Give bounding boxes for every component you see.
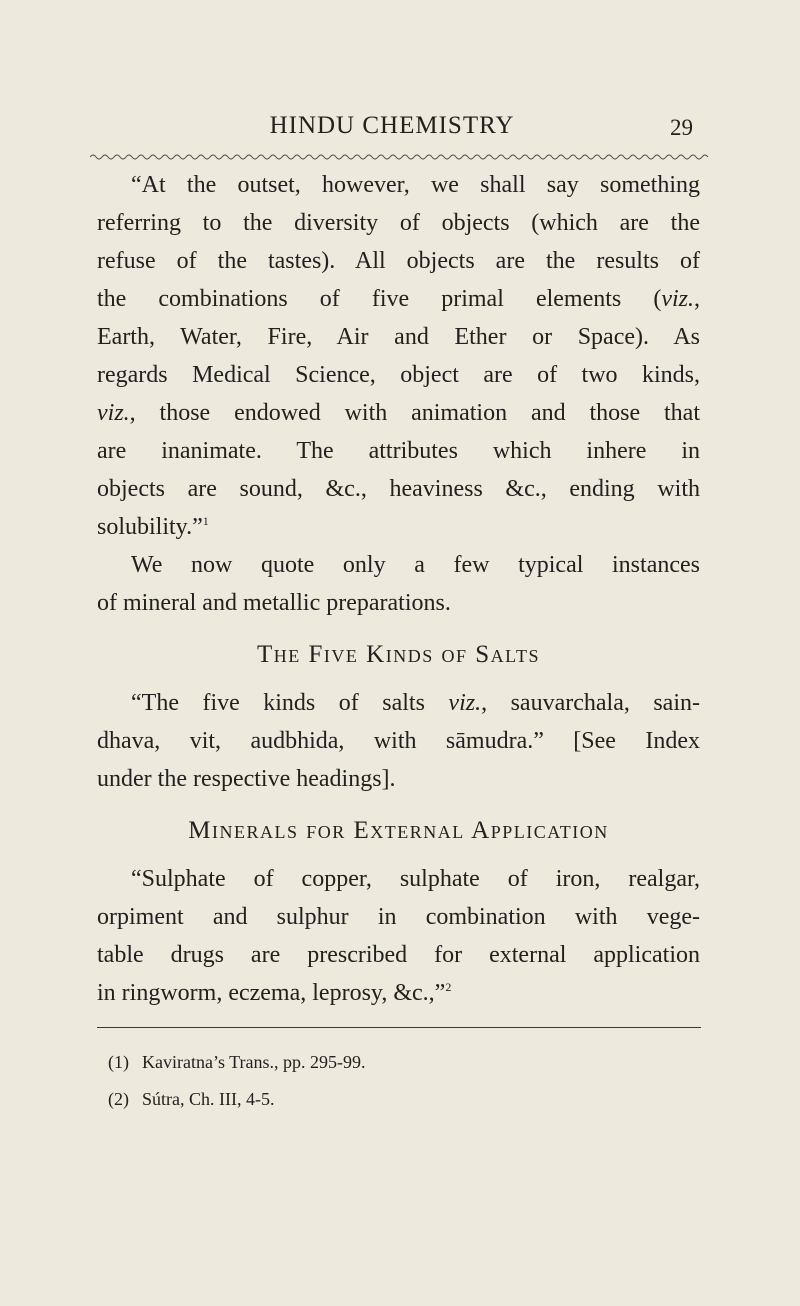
paragraph-salts [97,684,700,798]
footnote-ref-1: 1 [202,514,209,528]
running-title: HINDU CHEMISTRY [269,112,515,139]
footnote-divider [97,1027,701,1028]
paragraph-minerals [97,860,700,1012]
footnote-text: Kaviratna’s Trans., pp. 295-99. [142,1052,366,1072]
ornamental-wavy-rule [90,152,710,162]
footnote-ref-2: 2 [445,980,452,994]
paragraph-diversity-of-objects [97,166,700,546]
italic-viz: viz. [448,690,482,716]
section-heading-minerals-external-application: Minerals for External Application [188,817,609,844]
text-line: table drugs are prescribed for external application [97,942,700,968]
footnote-number: (1) [108,1052,129,1072]
italic-viz: viz. [97,400,130,426]
page-header [0,112,800,152]
text-line: “The five kinds of salts viz., sauvarchala, sain- [131,690,700,716]
text-line: solubility.”$^1$ [97,514,209,540]
text-line: under the respective headings]. [97,766,396,792]
text-line: of mineral and metallic preparations. [97,590,451,616]
text-line: “Sulphate of copper, sulphate of iron, realgar, [131,866,700,892]
text-line: refuse of the tastes). All objects are the results of [97,248,700,274]
footnote-number: (2) [108,1089,129,1109]
text-line: referring to the diversity of objects (which are the [97,210,700,236]
text-line: We now quote only a few typical instances [131,552,700,578]
text-line: objects are sound, &c., heaviness &c., ending with [97,476,700,502]
page-number: 29 [670,115,693,140]
text-line: orpiment and sulphur in combination with vege- [97,904,700,930]
footnote-text: Sútra, Ch. III, 4-5. [142,1089,275,1109]
text-line: Earth, Water, Fire, Air and Ether or Space). As [97,324,700,350]
footnotes [108,1044,366,1118]
text-line: in ringworm, eczema, leprosy, &c.,”$^2$ [97,980,452,1006]
text-line: dhava, vit, audbhida, with sāmudra.” [See Index [97,728,700,754]
text-line: regards Medical Science, object are of two kinds, [97,362,700,388]
italic-viz: viz. [661,286,694,312]
section-heading-five-kinds-of-salts: The Five Kinds of Salts [257,641,540,668]
body-text [97,166,700,1012]
text-line: “At the outset, however, we shall say something [131,172,700,198]
paragraph-typical-instances [97,546,700,622]
footnote-1 [108,1044,366,1081]
text-line: are inanimate. The attributes which inhere in [97,438,700,464]
text-line: the combinations of five primal elements (viz., [97,286,700,312]
text-line: viz., those endowed with animation and those that [97,400,700,426]
footnote-2 [108,1081,366,1118]
